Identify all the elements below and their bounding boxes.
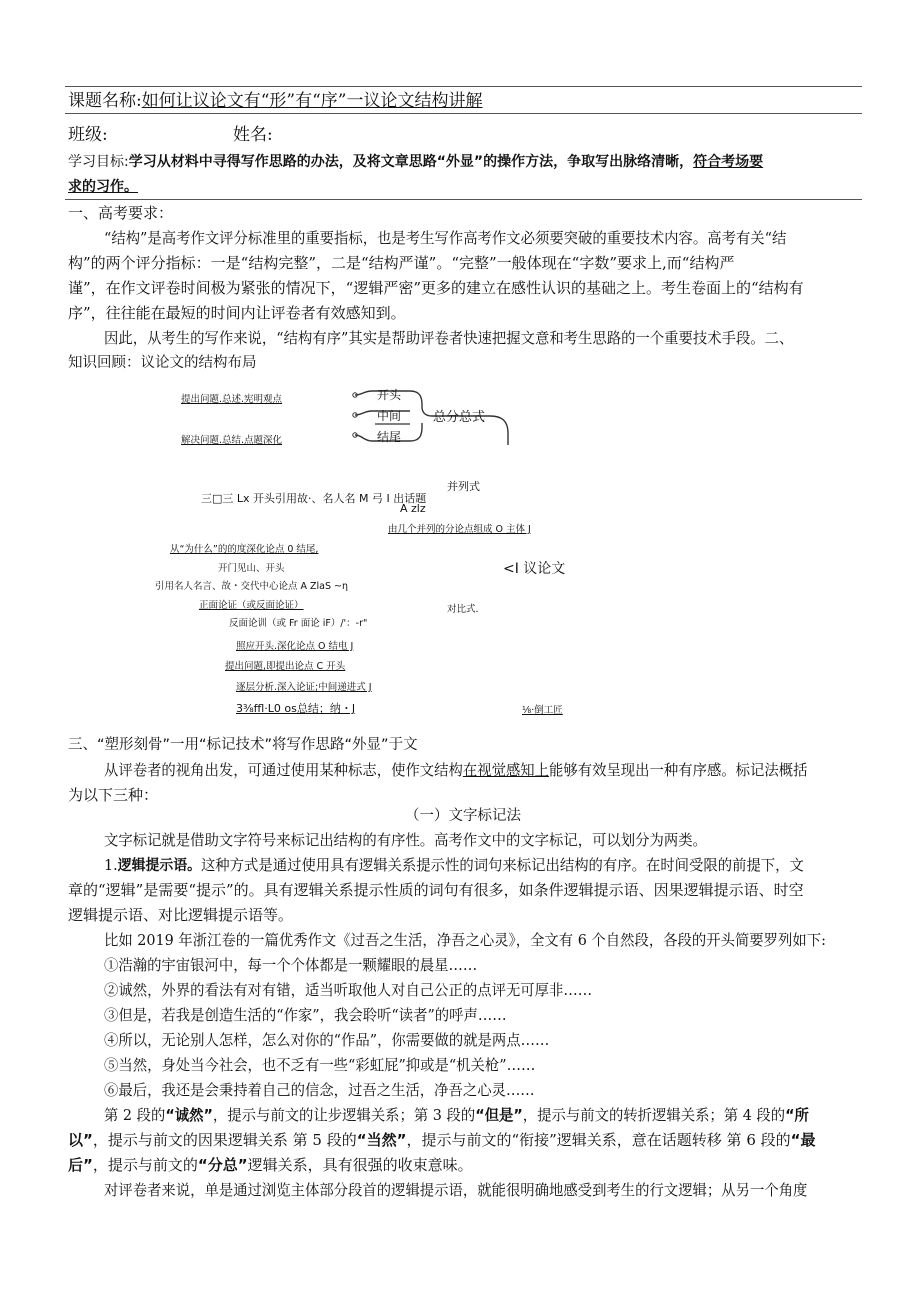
sub1-paragraph: 文字标记就是借助文字符号来标记出结构的有序性。高考作文中的文字标记，可以划分为两类。 bbox=[104, 831, 707, 849]
diagram-row11b: ⅛·倒工匠 bbox=[522, 705, 563, 716]
list-item: ③但是，若我是创造生活的“作家”，我会聆听“读者”的呼声…… bbox=[104, 1006, 507, 1024]
section1-heading: 一、高考要求： bbox=[68, 204, 174, 222]
goal-text-underlined: 符合考场要 bbox=[693, 154, 764, 170]
diagram-left-top: 提出问题.总述.宪明观点 bbox=[181, 394, 283, 405]
list-item: ④所以，无论别人怎样，怎么对你的“作品”，你需要做的就是两点…… bbox=[104, 1031, 550, 1049]
node-start: 开头 bbox=[377, 388, 402, 402]
list-item: ⑤当然，身处当今社会，也不乏有一些“彩虹屁”抑或是“机关枪”…… bbox=[104, 1056, 536, 1074]
diagram-row2: 由几个并列的分论点组成 O 主体 J bbox=[388, 524, 531, 535]
analysis-l3 bbox=[68, 1153, 860, 1178]
list-item: ①浩瀚的宇宙银河中，每一个个体都是一颗耀眼的晨星…… bbox=[104, 956, 478, 974]
goal-text-2: 求的习作。 bbox=[68, 179, 138, 195]
node-total: 总分总式 bbox=[433, 410, 486, 425]
s1-p1-l4: 序”，往往能在最短的时间内让评卷者有效感知到。 bbox=[68, 304, 406, 322]
node-end: 结尾 bbox=[377, 430, 402, 444]
item1-num: 1. bbox=[104, 856, 118, 874]
analysis-text: 第 2 段的 bbox=[104, 1106, 166, 1124]
s1-p1-l1: “结构”是高考作文评分标准里的重要指标，也是考生写作高考作文必须要突破的重要技术内容。高考有关“结 bbox=[104, 229, 787, 247]
s1-p1-l2: 构”的两个评分指标：一是“结构完整”，二是“结构严谨”。“完整”一般体现在“字数”要求上,而“结构严 bbox=[68, 254, 735, 272]
analysis-keyword: “但是” bbox=[475, 1106, 523, 1124]
diagram-row1b: A zlz bbox=[400, 502, 426, 515]
diagram-row9: 提出问题,即提出论点 C 开头 bbox=[225, 661, 346, 672]
diagram-contrast: 对比式． bbox=[447, 604, 486, 615]
analysis-keyword: “诚然” bbox=[165, 1106, 213, 1124]
item1-l1 bbox=[104, 853, 862, 879]
item1-bold: 逻辑提示语。 bbox=[117, 858, 201, 874]
s1-p1-l3: 谨”，在作文评卷时间极为紧张的情况下，“逻辑严密”更多的建立在感性认识的基础之上。考生卷面上的“结构有 bbox=[68, 279, 804, 297]
goal-rule bbox=[65, 199, 862, 200]
item1-l3: 逻辑提示语、对比逻辑提示语等。 bbox=[68, 906, 294, 924]
sub1-heading: （一）文字标记法 bbox=[405, 808, 521, 824]
goal-label: 学习目标: bbox=[68, 154, 129, 170]
analysis-keyword: “分总” bbox=[197, 1156, 248, 1174]
diagram-row4: 开门见山、开头 bbox=[218, 563, 285, 574]
analysis-keyword: 以” bbox=[68, 1131, 93, 1149]
analysis-keyword: “所 bbox=[785, 1106, 809, 1124]
analysis-l1 bbox=[104, 1103, 862, 1128]
analysis-text: 逻辑关系，具有很强的收束意味。 bbox=[247, 1156, 473, 1174]
diagram-row1: 三□三 Lx 开头引用故·、名人名 M 弓 I 出话题 bbox=[201, 492, 427, 505]
diagram-left-bottom: 解决问题.总结.点题深化 bbox=[181, 435, 283, 446]
example-intro: 比如 2019 年浙江卷的一篇优秀作文《过吾之生活，净吾之心灵》，全文有 6 个自然段，各段的开头简要罗列如下: bbox=[104, 931, 826, 949]
top-rule bbox=[65, 86, 862, 87]
topic-label: 课题名称: bbox=[68, 91, 142, 111]
diagram-row5: 引用名人名言、故・交代中心论点 A ZlaS ~η bbox=[155, 581, 349, 592]
item1-text-1: 这种方式是通过使用具有逻辑关系提示性的词句来标记出结构的有序。在时间受限的前提下，文 bbox=[200, 856, 804, 874]
diagram-row3: 从“为什么”的的度深化论点 0 结尾, bbox=[170, 544, 319, 555]
analysis-keyword: “最 bbox=[790, 1131, 816, 1149]
name-label: 姓名: bbox=[233, 125, 273, 145]
diagram-row11: 3⅜ffl·L0 os总结；纳・J bbox=[236, 702, 356, 715]
class-label: 班级: bbox=[68, 125, 108, 145]
s3-p1-l1b: 能够有效呈现出一种有序感。标记法概括 bbox=[549, 761, 808, 779]
list-item: ⑥最后，我还是会秉持着自己的信念，过吾之生活，净吾之心灵…… bbox=[104, 1081, 535, 1099]
analysis-text: ，提示与前文的 bbox=[92, 1156, 198, 1174]
item1-l2: 章的“逻辑”是需要“提示”的。具有逻辑关系提示性质的词句有很多，如条件逻辑提示语、因果逻辑提示语、时空 bbox=[68, 881, 804, 899]
list-item: ②诚然，外界的看法有对有错，适当听取他人对自己公正的点评无可厚非…… bbox=[104, 981, 593, 999]
s1-p2-l2: 知识回顾：议论文的结构布局 bbox=[68, 355, 257, 371]
analysis-keyword: 后” bbox=[68, 1156, 93, 1174]
analysis-text: ，提示与前文的转折逻辑关系；第 4 段的 bbox=[522, 1106, 786, 1124]
analysis-keyword: “当然” bbox=[356, 1131, 407, 1149]
s1-p2-l1: 因此，从考生的写作来说，“结构有序”其实是帮助评卷者快速把握文意和考生思路的一个重要技术手段。二、 bbox=[104, 329, 794, 347]
topic-line bbox=[68, 88, 483, 114]
diagram-center: <I 议论文 bbox=[503, 561, 566, 577]
analysis-l2 bbox=[68, 1128, 860, 1153]
mindmap-connectors bbox=[340, 383, 520, 453]
node-middle: 中间 bbox=[377, 409, 402, 423]
topic-rule bbox=[65, 113, 862, 114]
s3-p1-l1u: 在视觉感知上 bbox=[462, 761, 550, 779]
diagram-row8: 照应开头.深化论点 O 结电 J bbox=[236, 641, 354, 652]
analysis-text: ，提示与前文的“衔接”逻辑关系，意在话题转移 第 6 段的 bbox=[406, 1131, 791, 1149]
diagram-row10: 逐层分析.深入论证;中间递进式 J bbox=[236, 682, 372, 693]
goal-line-1 bbox=[68, 150, 763, 174]
goal-text-1: 学习从材料中寻得写作思路的办法，及将文章思路“外显”的操作方法，争取写出脉络清晰， bbox=[128, 154, 694, 170]
s3-p1-l2: 为以下三种： bbox=[68, 786, 159, 804]
diagram-row7: 反面论训（或 Fr 面论 iF）/'：-r" bbox=[229, 618, 368, 629]
section3-heading: 三、“塑形刻骨”一用“标记技术”将写作思路“外显”于文 bbox=[68, 737, 418, 753]
diagram-row6: 正面论证（或反面论证） bbox=[199, 600, 304, 611]
analysis-text: ，提示与前文的因果逻辑关系 第 5 段的 bbox=[92, 1131, 357, 1149]
s3-p1-l1 bbox=[104, 758, 862, 783]
last-line: 对评卷者来说，单是通过浏览主体部分段首的逻辑提示语，就能很明确地感受到考生的行文逻辑；从另一个角度 bbox=[104, 1181, 808, 1199]
topic-title: 如何让议论文有“形”有“序”一议论文结构讲解 bbox=[141, 91, 483, 111]
diagram-parallel: 并列式 bbox=[447, 480, 480, 493]
goal-line-2 bbox=[68, 175, 138, 199]
s3-p1-l1a: 从评卷者的视角出发，可通过使用某种标志，使作文结构 bbox=[104, 761, 463, 779]
analysis-text: ，提示与前文的让步逻辑关系；第 3 段的 bbox=[212, 1106, 476, 1124]
